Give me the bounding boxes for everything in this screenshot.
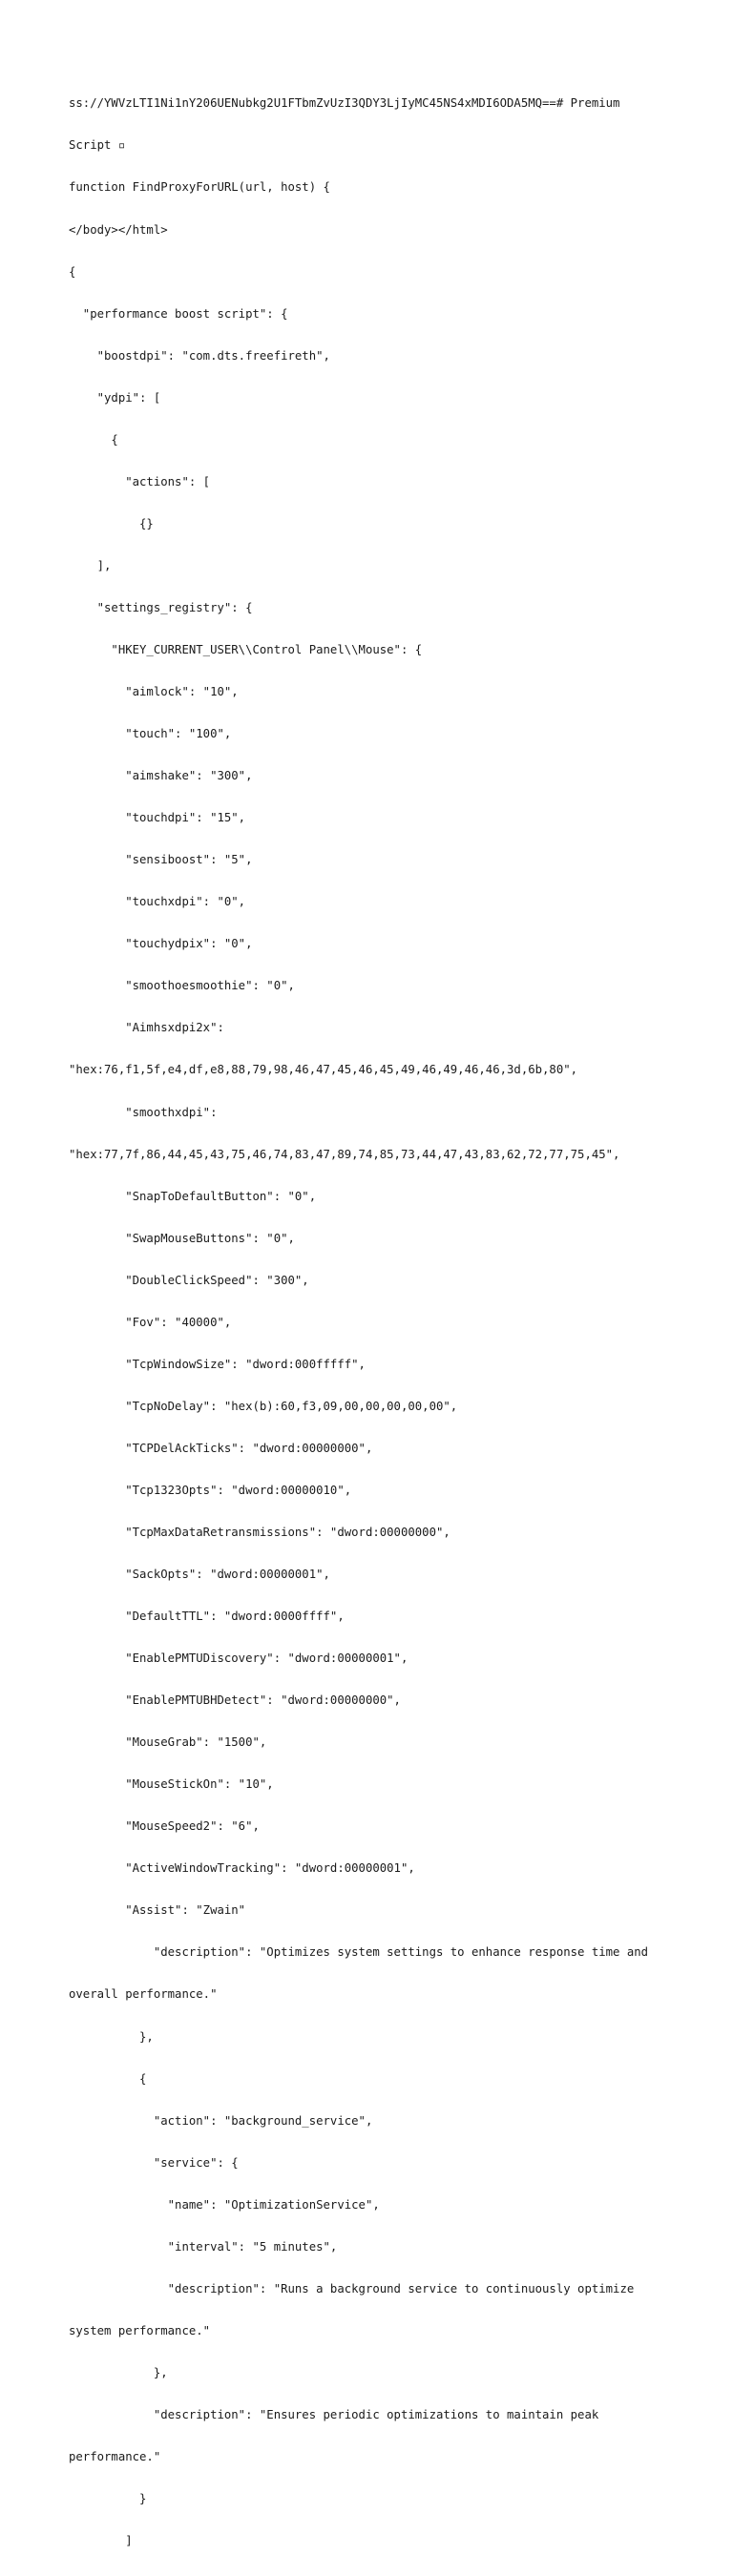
text-line: "service": { [69, 2155, 239, 2170]
text-line: "SwapMouseButtons": "0", [69, 1231, 295, 1245]
text-line: overall performance." [69, 1987, 218, 2002]
text-line: { [69, 2071, 147, 2086]
text-line: }, [69, 2365, 168, 2379]
text-line: "touchydpix": "0", [69, 937, 253, 951]
text-line: ss://YWVzLTI1Ni1nY206UENubkg2U1FTbmZvUzI3QDY3LjIyMC45NS4xMDI6ODA5MQ==# Premium [69, 96, 620, 111]
text-line: {} [69, 516, 154, 530]
text-line: "description": "Optimizes system settings to enhance response time and [69, 1945, 649, 1960]
text-line: "hex:77,7f,86,44,45,43,75,46,74,83,47,89,74,85,73,44,47,43,83,62,72,77,75,45", [69, 1147, 620, 1161]
text-line: "touchxdpi": "0", [69, 895, 246, 909]
text-line: "performance boost script": { [69, 306, 288, 321]
text-line: </body></html> [69, 222, 168, 237]
text-line: performance." [69, 2450, 161, 2463]
text-line: "smoothxdpi": [69, 1105, 218, 1119]
text-line: "boostdpi": "com.dts.freefireth", [69, 348, 330, 363]
script-text-body [69, 69, 695, 2576]
text-line: "MouseStickOn": "10", [69, 1777, 274, 1792]
text-line: "touch": "100", [69, 727, 232, 741]
text-line: "actions": [ [69, 474, 211, 488]
text-line: "touchdpi": "15", [69, 811, 246, 825]
text-line: "Assist": "Zwain" [69, 1903, 246, 1918]
text-line: "SackOpts": "dword:00000001", [69, 1568, 330, 1582]
text-line: "smoothoesmoothie": "0", [69, 979, 295, 993]
text-line: "HKEY_CURRENT_USER\\Control Panel\\Mouse": { [69, 642, 423, 656]
text-line: "hex:76,f1,5f,e4,df,e8,88,79,98,46,47,45,46,45,49,46,49,46,46,3d,6b,80", [69, 1063, 578, 1077]
text-line: "TCPDelAckTicks": "dword:00000000", [69, 1441, 373, 1455]
text-line: "Tcp1323Opts": "dword:00000010", [69, 1483, 352, 1497]
text-line: "EnablePMTUBHDetect": "dword:00000000", [69, 1693, 401, 1708]
text-line: function FindProxyForURL(url, host) { [69, 180, 330, 195]
text-line: "ydpi": [ [69, 390, 161, 405]
text-line: "settings_registry": { [69, 600, 253, 614]
text-line: "aimshake": "300", [69, 769, 253, 783]
text-line: "description": "Runs a background service to continuously optimize [69, 2281, 635, 2296]
text-line: "Aimhsxdpi2x": [69, 1021, 224, 1035]
text-line: "TcpWindowSize": "dword:000fffff", [69, 1357, 366, 1371]
text-line: "TcpMaxDataRetransmissions": "dword:00000000", [69, 1525, 450, 1539]
text-line: "TcpNoDelay": "hex(b):60,f3,09,00,00,00,00,00", [69, 1399, 458, 1413]
text-line: "Fov": "40000", [69, 1315, 232, 1329]
text-line: "MouseSpeed2": "6", [69, 1819, 260, 1834]
text-line: "name": "OptimizationService", [69, 2197, 380, 2212]
text-line: "action": "background_service", [69, 2113, 373, 2128]
text-line: "description": "Ensures periodic optimizations to maintain peak [69, 2407, 599, 2421]
text-line: } [69, 2492, 147, 2506]
text-line: "DefaultTTL": "dword:0000ffff", [69, 1610, 345, 1624]
text-line: { [69, 432, 118, 447]
text-line: system performance." [69, 2323, 211, 2337]
text-line: "aimlock": "10", [69, 685, 239, 699]
text-line: "DoubleClickSpeed": "300", [69, 1273, 309, 1287]
text-line: { [69, 264, 76, 279]
text-line: "interval": "5 minutes", [69, 2239, 338, 2254]
text-line: ] [69, 2534, 133, 2548]
text-line: "EnablePMTUDiscovery": "dword:00000001", [69, 1652, 408, 1666]
text-line: "MouseGrab": "1500", [69, 1735, 267, 1750]
text-line: "SnapToDefaultButton": "0", [69, 1189, 317, 1203]
text-line: }, [69, 2029, 154, 2044]
text-line: Script ▫ [69, 138, 126, 153]
text-line: "sensiboost": "5", [69, 853, 253, 867]
text-line: "ActiveWindowTracking": "dword:00000001", [69, 1861, 415, 1876]
text-line: ], [69, 558, 112, 572]
